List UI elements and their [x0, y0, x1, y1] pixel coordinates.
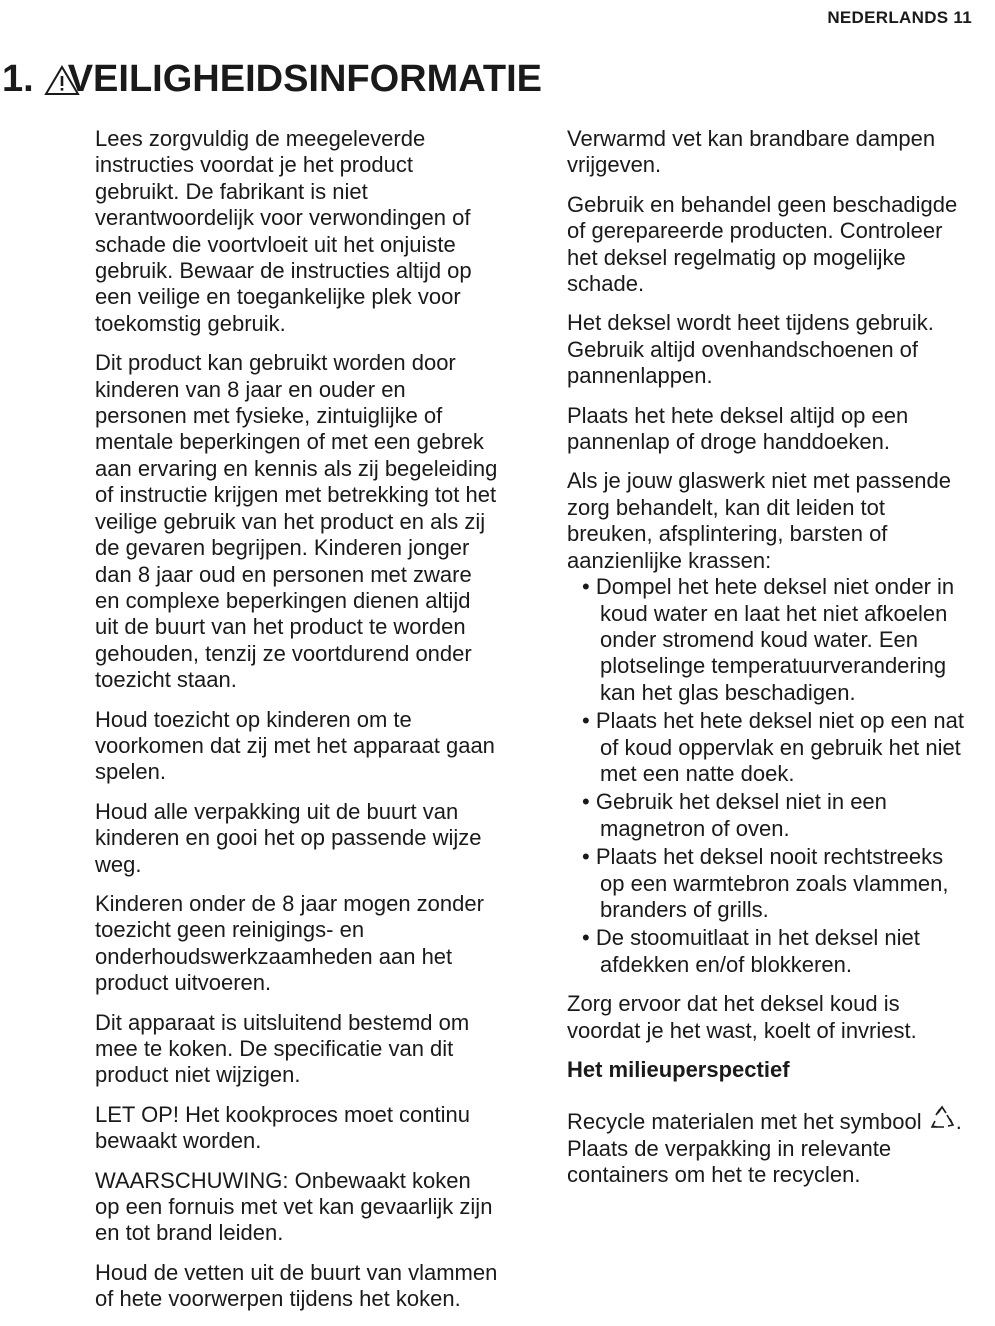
recycle-text-continued: . Plaats de verpakking in relevante containers om het te recyclen. [567, 1109, 962, 1188]
section-number: 1. [2, 58, 34, 100]
paragraph: Houd de vetten uit de buurt van vlammen of hete voorwerpen tijdens het koken. [95, 1259, 498, 1312]
paragraph: Dit product kan gebruikt worden door kinderen van 8 jaar en ouder en personen met fysieke, zintuiglijke of mentale beperkingen of met een gebrek aan ervaring en kennis als zij begeleiding of instructie krijgen met betrekking tot het veilige gebruik van het product en als zij de gevaren begrijpen. Kinderen jonger dan 8 jaar oud en personen met zware en complexe beperkingen dienen altijd uit de buurt van het product te worden gehouden, tenzij ze voortdurend onder toezicht staan. [95, 350, 498, 693]
subheading: Het milieuperspectief [567, 1057, 790, 1082]
paragraph: Gebruik en behandel geen beschadigde of gerepareerde producten. Controleer het deksel regelmatig op mogelijke schade. [567, 191, 958, 297]
right-column [567, 126, 992, 1202]
paragraph: Plaats het hete deksel altijd op een pannenlap of droge handdoeken. [567, 402, 909, 455]
paragraph: Dit apparaat is uitsluitend bestemd om mee te koken. De specificatie van dit product niet wijzigen. [95, 1009, 470, 1088]
section-heading: VEILIGHEIDSINFORMATIE [67, 58, 543, 100]
list-item: • Plaats het hete deksel niet op een nat of koud oppervlak en gebruik het niet met een natte doek. [567, 708, 992, 787]
paragraph: Het deksel wordt heet tijdens gebruik. Gebruik altijd ovenhandschoenen of pannenlappen. [567, 310, 934, 389]
recycle-icon [928, 1105, 956, 1131]
paragraph: Verwarmd vet kan brandbare dampen vrijgeven. [567, 126, 936, 178]
page-header: NEDERLANDS 11 [827, 8, 972, 27]
recycle-paragraph [567, 1105, 992, 1188]
paragraph: Lees zorgvuldig de meegeleverde instructies voordat je het product gebruikt. De fabrikant is niet verantwoordelijk voor verwondingen of schade die voortvloeit uit het onjuiste gebruik. Bewaar de instructies altijd op een veilige en toegankelijke plek voor toekomstig gebruik. [95, 126, 472, 336]
left-column [95, 126, 535, 1326]
list-item: • Dompel het hete deksel niet onder in koud water en laat het niet afkoelen onder stromend koud water. Een plotselinge temperatuurverandering kan het glas beschadigen. [567, 574, 992, 706]
glass-care-list [567, 574, 992, 978]
recycle-text: Recycle materialen met het symbool [567, 1109, 922, 1135]
paragraph: Zorg ervoor dat het deksel koud is voordat je het wast, koelt of invriest. [567, 991, 917, 1043]
paragraph: Houd alle verpakking uit de buurt van kinderen en gooi het op passende wijze weg. [95, 798, 482, 877]
section-title [2, 58, 542, 101]
list-item: • Plaats het deksel nooit rechtstreeks op een warmtebron zoals vlammen, branders of grills. [567, 844, 992, 923]
paragraph: LET OP! Het kookproces moet continu bewaakt worden. [95, 1101, 470, 1154]
paragraph: WAARSCHUWING: Onbewaakt koken op een fornuis met vet kan gevaarlijk zijn en tot brand leiden. [95, 1167, 493, 1246]
paragraph: Houd toezicht op kinderen om te voorkomen dat zij met het apparaat gaan spelen. [95, 706, 495, 785]
paragraph: Als je jouw glaswerk niet met passende zorg behandelt, kan dit leiden tot breuken, afsplintering, barsten of aanzienlijke krassen: [567, 468, 951, 573]
list-item: • De stoomuitlaat in het deksel niet afdekken en/of blokkeren. [567, 925, 992, 978]
list-item: • Gebruik het deksel niet in een magnetron of oven. [567, 789, 992, 842]
paragraph: Kinderen onder de 8 jaar mogen zonder toezicht geen reinigings- en onderhoudswerkzaamheden aan het product uitvoeren. [95, 890, 484, 996]
